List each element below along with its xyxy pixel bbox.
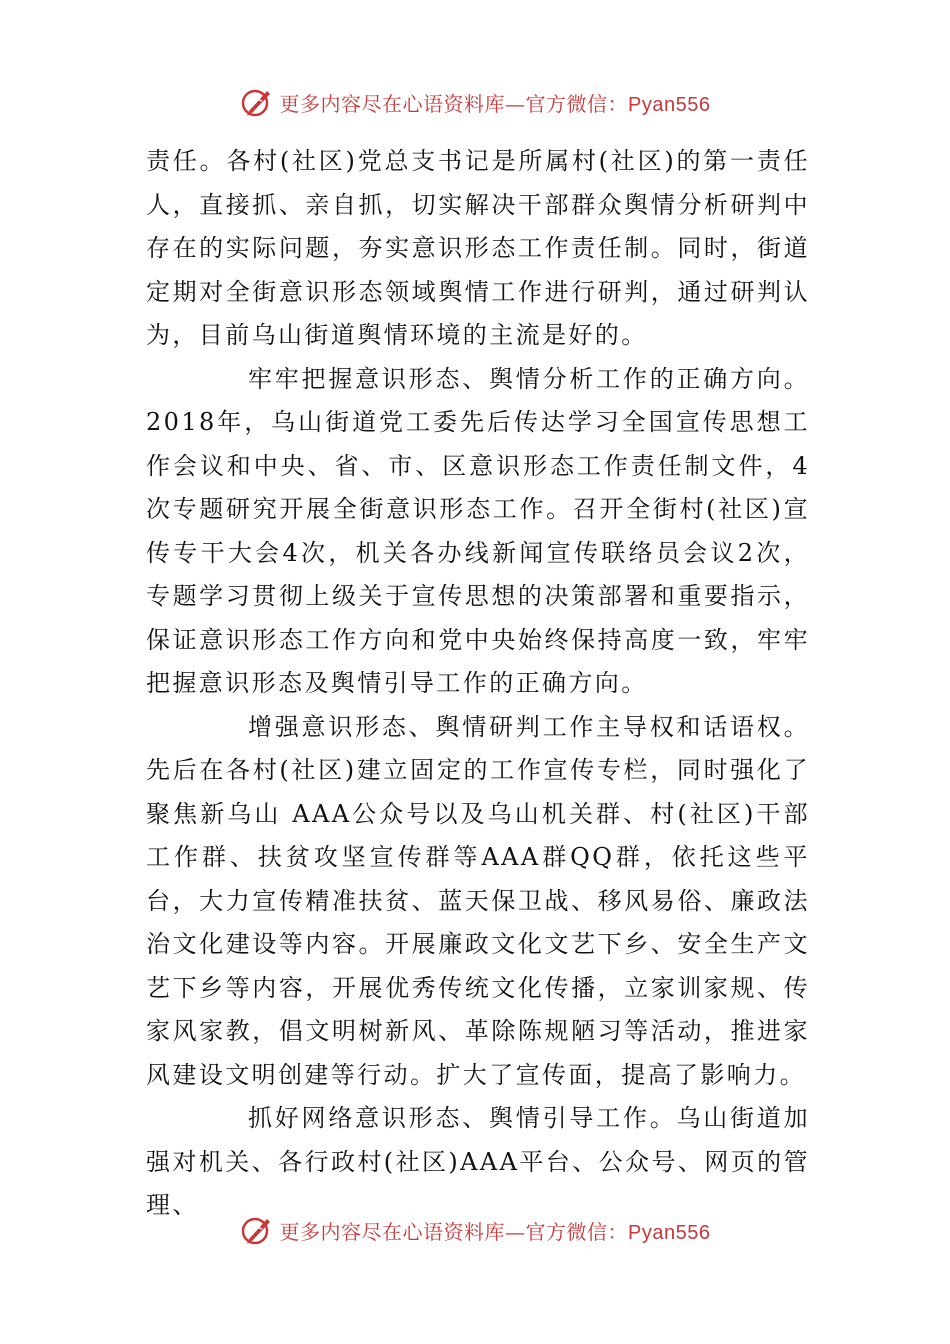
paragraph-4: 抓好网络意识形态、舆情引导工作。乌山街道加强对机关、各行政村(社区)AAA平台、公众号、网页的管理、 (146, 1104, 810, 1219)
header-watermark-text: 更多内容尽在心语资料库—官方微信：Pyan556 (279, 91, 711, 116)
footer-watermark-text: 更多内容尽在心语资料库—官方微信：Pyan556 (279, 1219, 711, 1244)
header-watermark-banner (0, 82, 950, 122)
pen-logo-icon (240, 1213, 274, 1247)
document-body (146, 140, 810, 1228)
paragraph-2: 牢牢把握意识形态、舆情分析工作的正确方向。2018年，乌山街道党工委先后传达学习全国宣传思想工作会议和中央、省、市、区意识形态工作责任制文件，4次专题研究开展全街意识形态工作。召开全街村(社区)宣传专干大会4次，机关各办线新闻宣传联络员会议2次，专题学习贯彻上级关于宣传思想的决策部署和重要指示，保证意识形态工作方向和党中央始终保持高度一致，牢牢把握意识形态及舆情引导工作的正确方向。 (146, 364, 810, 697)
paragraph-3: 增强意识形态、舆情研判工作主导权和话语权。先后在各村(社区)建立固定的工作宣传专栏，同时强化了聚焦新乌山 AAA公众号以及乌山机关群、村(社区)干部工作群、扶贫攻坚宣传群等AAA群QQ群，依托这些平台，大力宣传精准扶贫、蓝天保卫战、移风易俗、廉政法治文化建设等内容。开展廉政文化文艺下乡、安全生产文艺下乡等内容，开展优秀传统文化传播，立家训家规、传家风家教，倡文明树新风、革除陈规陋习等活动，推进家风建设文明创建等行动。扩大了宣传面，提高了影响力。 (146, 712, 810, 1089)
pen-logo-icon (240, 85, 274, 119)
paragraph-1: 责任。各村(社区)党总支书记是所属村(社区)的第一责任人，直接抓、亲自抓，切实解决干部群众舆情分析研判中存在的实际问题，夯实意识形态工作责任制。同时，街道定期对全街意识形态领域舆情工作进行研判，通过研判认为，目前乌山街道舆情环境的主流是好的。 (146, 147, 810, 349)
footer-watermark-banner (0, 1210, 950, 1250)
